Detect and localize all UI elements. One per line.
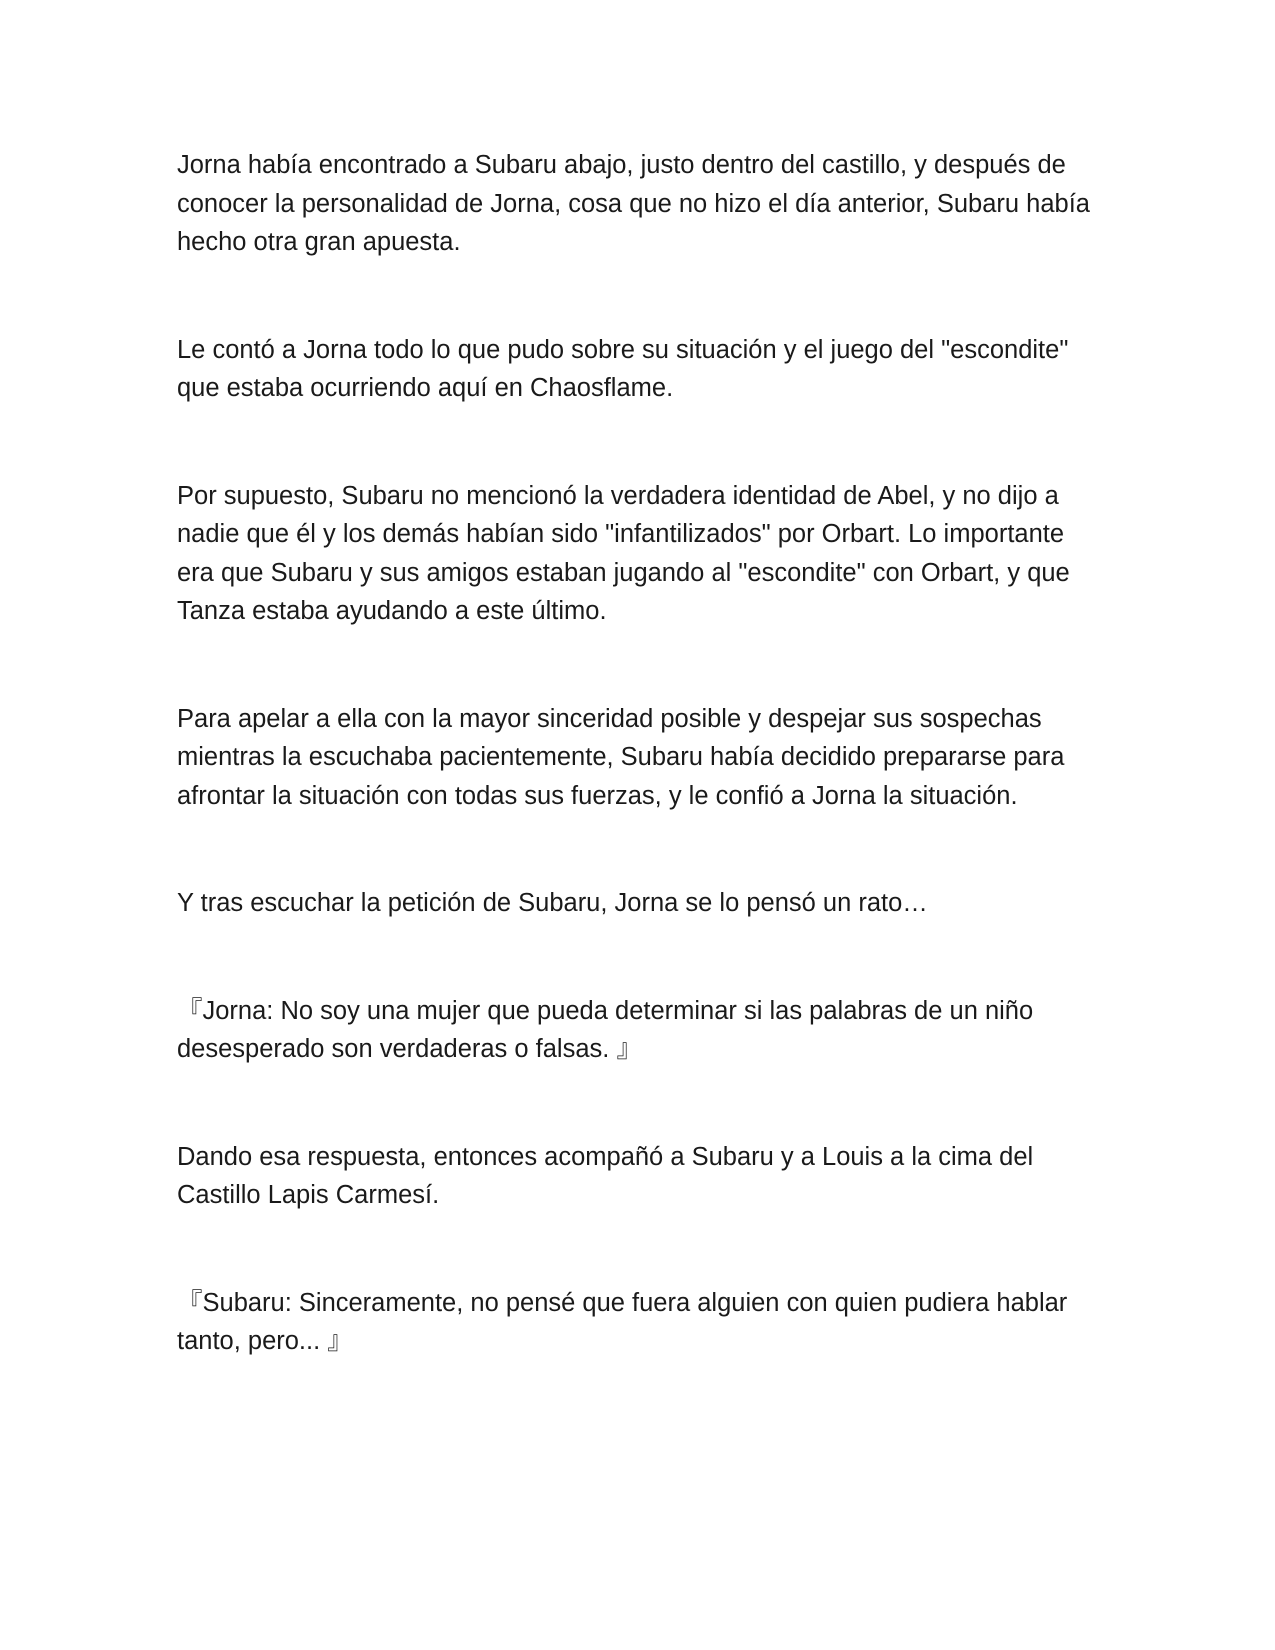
paragraph-1: Jorna había encontrado a Subaru abajo, justo dentro del castillo, y después de conocer la personalidad de Jorna, cosa que no hizo el día anterior, Subaru había hecho otra gran apuesta. [177, 151, 1090, 256]
dialogue-jorna: 『Jorna: No soy una mujer que pueda determinar si las palabras de un niño desesperado son verdaderas o falsas. 』 [177, 996, 1034, 1063]
paragraph-2: Le contó a Jorna todo lo que pudo sobre su situación y el juego del "escondite" que estaba ocurriendo aquí en Chaosflame. [177, 335, 1069, 402]
text-body [177, 146, 1097, 1361]
paragraph-4: Para apelar a ella con la mayor sinceridad posible y despejar sus sospechas mientras la escuchaba pacientemente, Subaru había decidido prepararse para afrontar la situación con todas sus fuerzas, y le confió a Jorna la situación. [177, 704, 1065, 810]
dialogue-subaru: 『Subaru: Sinceramente, no pensé que fuera alguien con quien pudiera hablar tanto, pero... 』 [177, 1288, 1068, 1355]
paragraph-3: Por supuesto, Subaru no mencionó la verdadera identidad de Abel, y no dijo a nadie que él y los demás habían sido "infantilizados" por Orbart. Lo importante era que Subaru y sus amigos estaban jugando al "escondite" con Orbart, y que Tanza estaba ayudando a este último. [177, 481, 1070, 625]
paragraph-5: Y tras escuchar la petición de Subaru, Jorna se lo pensó un rato… [177, 889, 928, 917]
paragraph-7: Dando esa respuesta, entonces acompañó a Subaru y a Louis a la cima del Castillo Lapis Carmesí. [177, 1142, 1034, 1209]
